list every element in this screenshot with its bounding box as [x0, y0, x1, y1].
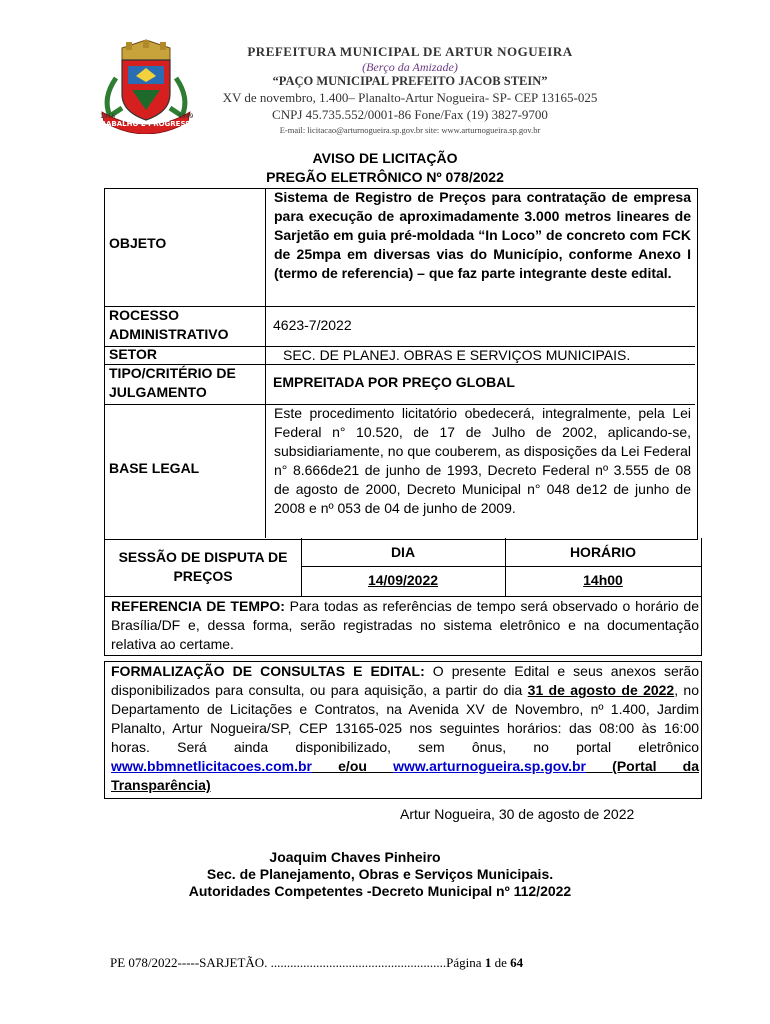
signature-role: Sec. de Planejamento, Obras e Serviços Municipais.	[206, 866, 554, 882]
info-table	[104, 188, 698, 540]
signature-name: Joaquim Chaves Pinheiro	[269, 849, 441, 865]
objeto-text: Sistema de Registro de Preços para contratação de empresa para execução de aproximadamente 3.000 metros lineares de Sarjetão em guia pré-moldada “In Loco” de concreto com FCK de 25mpa em diversas vias do Município, conforme Anexo I (termo de referencia) – que faz parte integrante deste edital.	[265, 188, 697, 306]
crest-banner-text: TRABALHO E PROGRESSO	[95, 120, 197, 128]
setor-label: SETOR	[109, 346, 157, 362]
processo-label: ROCESSO ADMINISTRATIVO	[109, 307, 229, 342]
crest-year-left: 1916	[100, 113, 116, 120]
objeto-label: OBJETO	[109, 235, 167, 251]
footer-ref: PE 078/2022-----SARJETÃO. ......................................................Página	[110, 955, 485, 970]
base-label: BASE LEGAL	[109, 460, 200, 476]
arturnogueira-link[interactable]: www.arturnogueira.sp.gov.br	[393, 758, 586, 774]
header-prefeitura: PREFEITURA MUNICIPAL DE ARTUR NOGUEIRA	[247, 44, 573, 59]
processo-value: 4623-7/2022	[273, 317, 352, 333]
footer-page: 1	[484, 955, 492, 970]
place-date: Artur Nogueira, 30 de agosto de 2022	[400, 806, 635, 822]
setor-value: SEC. DE PLANEJ. OBRAS E SERVIÇOS MUNICIPAIS.	[283, 347, 631, 363]
dia-value: 14/09/2022	[367, 572, 439, 588]
doc-subtitle: PREGÃO ELETRÔNICO Nº 078/2022	[266, 169, 504, 185]
formalizacao-date: 31 de agosto de 2022	[527, 682, 675, 698]
formalizacao-text2: , no Departamento de Licitações e Contratos, na Avenida XV de Novembro, nº 1.400, Jardim Planalto, Artur Nogueira/SP, CEP 13165-025 nos seguintes horários: das 08:00 às 16:00 horas. Será ainda disponibilizado, sem ônus, no portal eletrônico	[111, 682, 699, 755]
signature-authority: Autoridades Competentes -Decreto Municipal nº 112/2022	[188, 883, 572, 899]
formalizacao-label: FORMALIZAÇÃO DE CONSULTAS E EDITAL:	[111, 663, 425, 679]
doc-title: AVISO DE LICITAÇÃO	[312, 150, 458, 166]
dia-header: DIA	[390, 544, 416, 560]
header-cnpj: CNPJ 45.735.552/0001-86 Fone/Fax (19) 3827-9700	[272, 107, 548, 122]
header-berco: (Berço da Amizade)	[362, 60, 458, 74]
header-address: XV de novembro, 1.400– Planalto-Artur Nogueira- SP- CEP 13165-025	[222, 90, 598, 105]
header-contacts: E-mail: licitacao@arturnogueira.sp.gov.br site: www.arturnogueira.sp.gov.br	[279, 125, 541, 135]
formalizacao-text1: O presente Edital e seus anexos serão disponibilizados para consulta, ou para aquisição, a partir do dia	[111, 663, 699, 698]
sessao-block	[104, 538, 702, 597]
crest-year-right: 1949	[178, 113, 194, 120]
horario-value: 14h00	[583, 572, 623, 588]
eou-text: e/ou	[311, 758, 394, 774]
portal-text: (Portal da Transparência)	[111, 758, 699, 793]
referencia-text: Para todas as referências de tempo será observado o horário de Brasília/DF e, dessa forma, serão registradas no sistema eletrônico e na documentação relativa ao certame.	[111, 598, 699, 652]
formalizacao-block	[104, 661, 702, 799]
bbmnet-link[interactable]: www.bbmnetlicitacoes.com.br	[111, 758, 312, 774]
referencia-block	[104, 596, 702, 656]
referencia-label: REFERENCIA DE TEMPO:	[111, 598, 285, 614]
header-paco: “PAÇO MUNICIPAL PREFEITO JACOB STEIN”	[272, 74, 548, 88]
base-text: Este procedimento licitatório obedecerá, integralmente, pela Lei Federal n° 10.520, de 17 de Julho de 2002, aplicando-se, subsidiariamente, no que couberem, as disposições da Lei Federal n° 8.666de21 de junho de 1993, Decreto Federal nº 3.555 de 08 de agosto de 2000, Decreto Municipal n° 048 de12 de junho de 2008 e nº 053 de 04 de junho de 2009.	[265, 404, 697, 538]
sessao-label: SESSÃO DE DISPUTA DE PREÇOS	[118, 549, 288, 584]
footer-de: de	[491, 955, 511, 970]
tipo-value: EMPREITADA POR PREÇO GLOBAL	[273, 374, 515, 390]
page-footer	[110, 955, 523, 971]
footer-total: 64	[510, 955, 524, 970]
horario-header: HORÁRIO	[569, 544, 637, 560]
tipo-label: TIPO/CRITÉRIO DE JULGAMENTO	[109, 365, 236, 400]
